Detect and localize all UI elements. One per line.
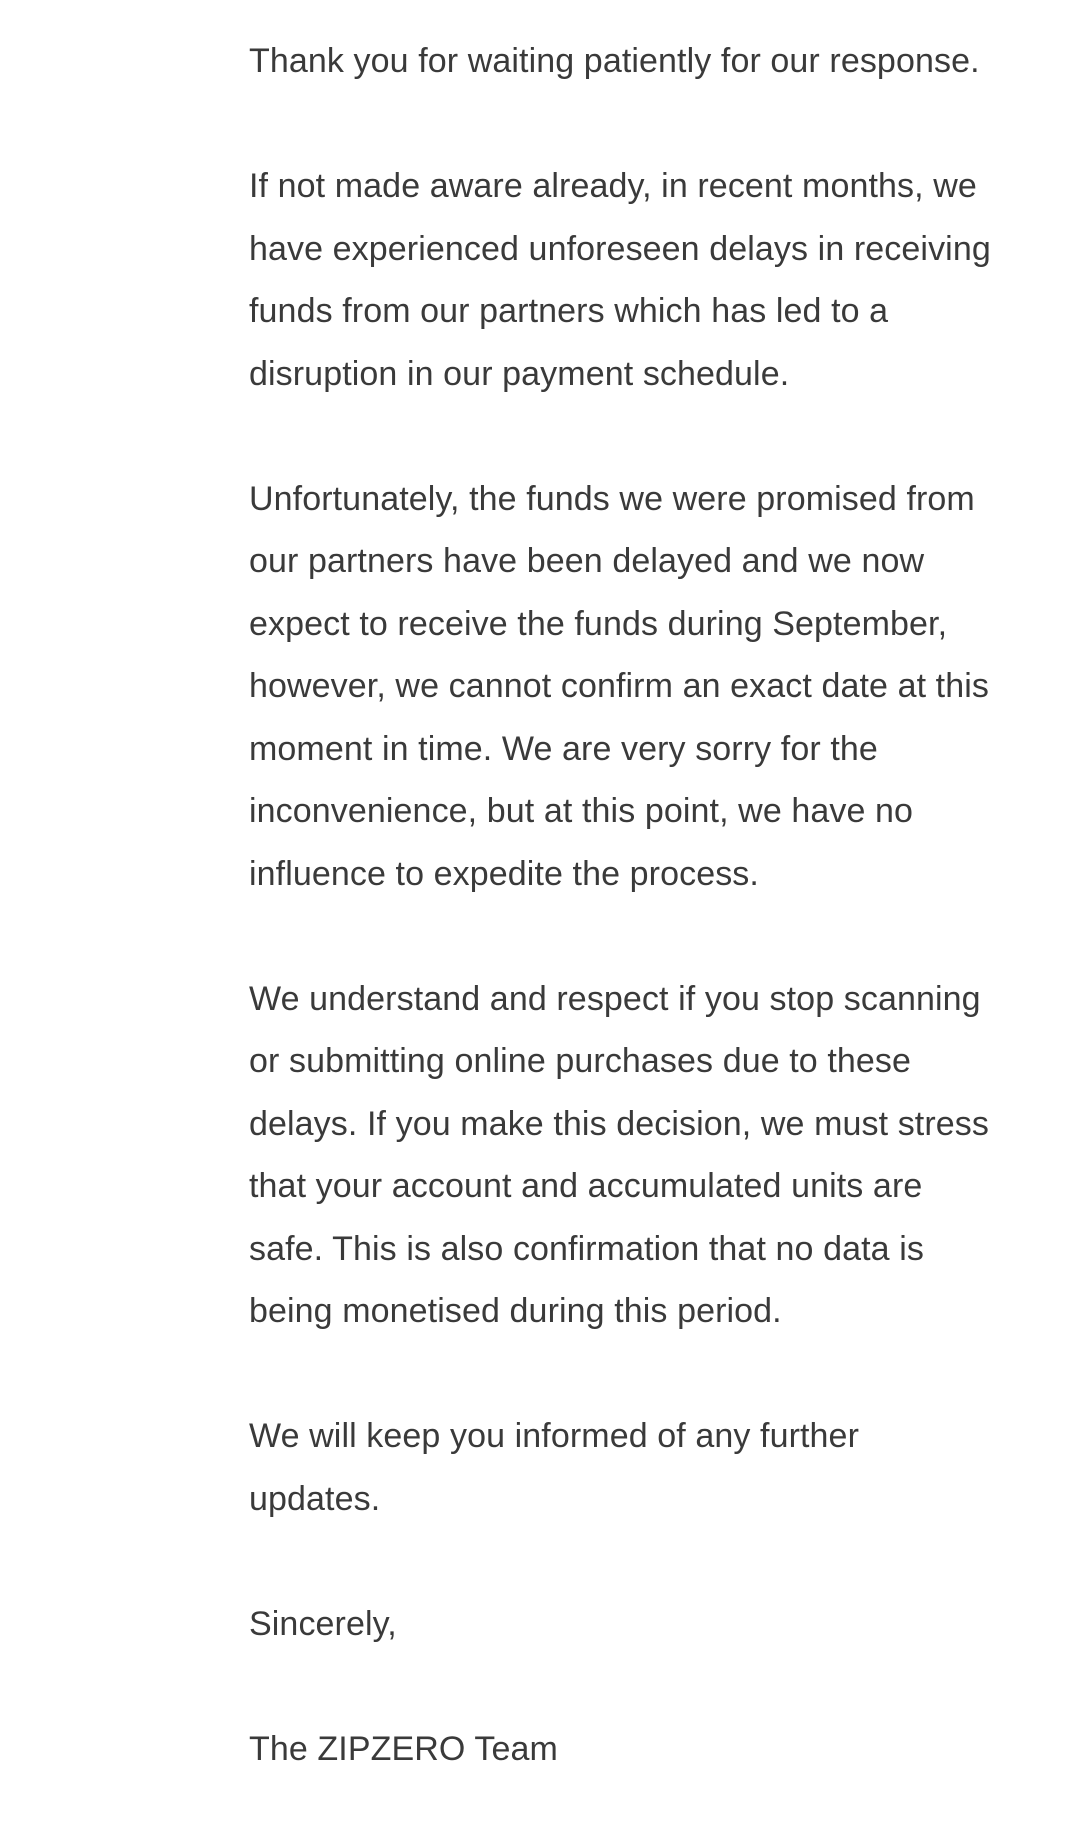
email-message-body — [249, 30, 1049, 1780]
funds-delay-paragraph: Unfortunately, the funds we were promised from our partners have been delayed and we now expect to receive the funds during September, however, we cannot confirm an exact date at this moment in time. We are very sorry for the inconvenience, but at this point, we have no influence to expedite the process. — [249, 479, 989, 893]
sign-off: Sincerely, — [249, 1604, 397, 1643]
delay-notice-paragraph: If not made aware already, in recent months, we have experienced unforeseen delays in receiving funds from our partners which has led to a disruption in our payment schedule. — [249, 167, 991, 393]
updates-paragraph: We will keep you informed of any further updates. — [249, 1417, 859, 1518]
greeting-paragraph: Thank you for waiting patiently for our response. — [249, 42, 980, 80]
account-safety-paragraph: We understand and respect if you stop scanning or submitting online purchases due to these delays. If you make this decision, we must stress that your account and accumulated units are safe. This is also confirmation that no data is being monetised during this period. — [249, 979, 989, 1330]
signature: The ZIPZERO Team — [249, 1729, 558, 1768]
